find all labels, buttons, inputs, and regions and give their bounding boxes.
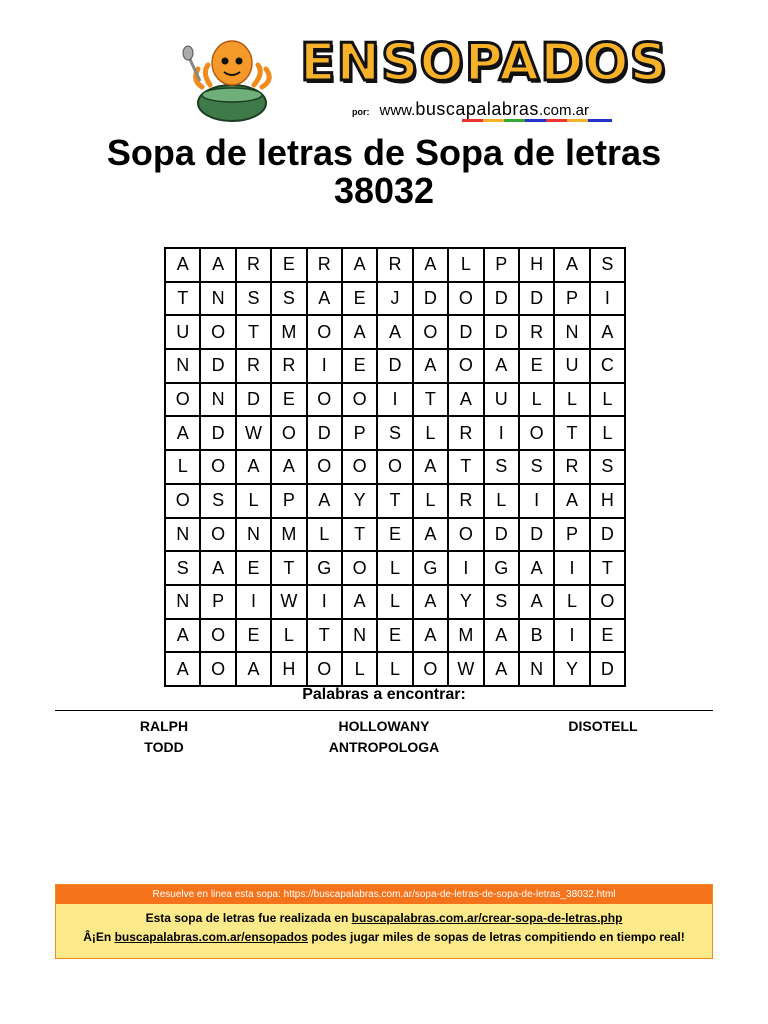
- grid-cell[interactable]: I: [554, 551, 589, 585]
- grid-cell[interactable]: R: [307, 248, 342, 282]
- word-item: HOLLOWANY: [338, 718, 430, 734]
- grid-cell[interactable]: L: [519, 383, 554, 417]
- grid-cell[interactable]: L: [307, 518, 342, 552]
- grid-cell[interactable]: T: [342, 518, 377, 552]
- grid-row: [165, 282, 625, 316]
- grid-cell[interactable]: A: [307, 282, 342, 316]
- grid-cell[interactable]: O: [413, 315, 448, 349]
- grid-cell[interactable]: N: [519, 652, 554, 686]
- grid-cell[interactable]: N: [342, 619, 377, 653]
- grid-cell[interactable]: A: [413, 248, 448, 282]
- grid-cell[interactable]: O: [448, 282, 483, 316]
- grid-cell[interactable]: A: [165, 652, 200, 686]
- grid-cell[interactable]: R: [236, 349, 271, 383]
- grid-cell[interactable]: T: [448, 450, 483, 484]
- grid-cell[interactable]: G: [484, 551, 519, 585]
- grid-cell[interactable]: A: [342, 248, 377, 282]
- grid-cell[interactable]: E: [590, 619, 625, 653]
- grid-cell[interactable]: I: [519, 484, 554, 518]
- grid-cell[interactable]: H: [271, 652, 306, 686]
- word-item: ANTROPOLOGA: [328, 739, 440, 755]
- grid-cell[interactable]: E: [271, 248, 306, 282]
- title-line-1: Sopa de letras de Sopa de letras: [106, 132, 662, 173]
- grid-cell[interactable]: I: [377, 383, 412, 417]
- grid-cell[interactable]: L: [377, 652, 412, 686]
- grid-cell[interactable]: A: [413, 518, 448, 552]
- grid-cell[interactable]: A: [271, 450, 306, 484]
- grid-cell[interactable]: L: [236, 484, 271, 518]
- grid-cell[interactable]: E: [377, 518, 412, 552]
- ensopados-link[interactable]: buscapalabras.com.ar/ensopados: [114, 930, 308, 944]
- grid-cell[interactable]: R: [236, 248, 271, 282]
- grid-cell[interactable]: O: [342, 450, 377, 484]
- grid-cell[interactable]: A: [413, 450, 448, 484]
- grid-cell[interactable]: O: [413, 652, 448, 686]
- grid-cell[interactable]: A: [519, 585, 554, 619]
- grid-cell[interactable]: Y: [342, 484, 377, 518]
- grid-cell[interactable]: A: [519, 551, 554, 585]
- grid-cell[interactable]: A: [554, 248, 589, 282]
- grid-cell[interactable]: S: [484, 450, 519, 484]
- grid-cell[interactable]: O: [200, 652, 235, 686]
- grid-cell[interactable]: O: [200, 315, 235, 349]
- grid-cell[interactable]: A: [342, 585, 377, 619]
- grid-cell[interactable]: D: [448, 315, 483, 349]
- grid-cell[interactable]: N: [165, 349, 200, 383]
- grid-row: [165, 619, 625, 653]
- site-url[interactable]: [352, 99, 589, 120]
- grid-cell[interactable]: N: [200, 282, 235, 316]
- url-main: buscapalabras: [415, 99, 539, 119]
- grid-cell[interactable]: I: [590, 282, 625, 316]
- grid-cell[interactable]: D: [236, 383, 271, 417]
- grid-cell[interactable]: N: [165, 518, 200, 552]
- grid-cell[interactable]: R: [448, 416, 483, 450]
- grid-cell[interactable]: O: [448, 349, 483, 383]
- grid-cell[interactable]: A: [448, 383, 483, 417]
- grid-cell[interactable]: T: [377, 484, 412, 518]
- grid-cell[interactable]: G: [307, 551, 342, 585]
- grid-row: [165, 450, 625, 484]
- grid-row: [165, 484, 625, 518]
- grid-cell[interactable]: O: [307, 652, 342, 686]
- grid-cell[interactable]: L: [590, 416, 625, 450]
- grid-cell[interactable]: D: [519, 282, 554, 316]
- grid-cell[interactable]: R: [554, 450, 589, 484]
- grid-row: [165, 585, 625, 619]
- grid-cell[interactable]: I: [236, 585, 271, 619]
- grid-row: [165, 248, 625, 282]
- grid-cell[interactable]: P: [200, 585, 235, 619]
- grid-cell[interactable]: A: [413, 349, 448, 383]
- footer-line-1: [56, 911, 712, 926]
- divider: [55, 710, 713, 711]
- grid-cell[interactable]: S: [200, 484, 235, 518]
- grid-cell[interactable]: A: [484, 619, 519, 653]
- grid-cell[interactable]: D: [307, 416, 342, 450]
- grid-cell[interactable]: T: [590, 551, 625, 585]
- grid-cell[interactable]: L: [590, 383, 625, 417]
- grid-cell[interactable]: O: [271, 416, 306, 450]
- grid-cell[interactable]: J: [377, 282, 412, 316]
- grid-cell[interactable]: W: [448, 652, 483, 686]
- grid-cell[interactable]: L: [165, 450, 200, 484]
- grid-cell[interactable]: A: [484, 349, 519, 383]
- grid-cell[interactable]: O: [448, 518, 483, 552]
- grid-cell[interactable]: O: [307, 450, 342, 484]
- octopus-mascot-icon: [180, 25, 280, 125]
- grid-cell[interactable]: U: [165, 315, 200, 349]
- grid-cell[interactable]: O: [342, 383, 377, 417]
- grid-cell[interactable]: L: [554, 383, 589, 417]
- grid-cell[interactable]: A: [484, 652, 519, 686]
- title-line-2: 38032: [333, 170, 435, 211]
- grid-cell[interactable]: R: [448, 484, 483, 518]
- grid-cell[interactable]: R: [519, 315, 554, 349]
- grid-cell[interactable]: S: [236, 282, 271, 316]
- grid-cell[interactable]: D: [200, 349, 235, 383]
- grid-cell[interactable]: S: [271, 282, 306, 316]
- url-prefix: www.: [379, 102, 416, 119]
- create-link[interactable]: buscapalabras.com.ar/crear-sopa-de-letras.php: [351, 911, 623, 925]
- grid-cell[interactable]: A: [413, 585, 448, 619]
- grid-cell[interactable]: T: [307, 619, 342, 653]
- grid-cell[interactable]: T: [165, 282, 200, 316]
- grid-row: [165, 383, 625, 417]
- grid-cell[interactable]: B: [519, 619, 554, 653]
- footer-line-2-start: Â¡En: [83, 930, 115, 944]
- grid-cell[interactable]: A: [200, 248, 235, 282]
- grid-cell[interactable]: L: [554, 585, 589, 619]
- grid-cell[interactable]: E: [271, 383, 306, 417]
- grid-cell[interactable]: L: [377, 551, 412, 585]
- grid-cell[interactable]: L: [413, 416, 448, 450]
- grid-cell[interactable]: E: [342, 349, 377, 383]
- footer-line-2: [56, 930, 712, 945]
- grid-cell[interactable]: M: [271, 518, 306, 552]
- grid-cell[interactable]: T: [236, 315, 271, 349]
- grid-cell[interactable]: C: [590, 349, 625, 383]
- grid-cell[interactable]: P: [342, 416, 377, 450]
- grid-cell[interactable]: D: [484, 315, 519, 349]
- grid-cell[interactable]: O: [519, 416, 554, 450]
- grid-cell[interactable]: H: [590, 484, 625, 518]
- grid-cell[interactable]: S: [377, 416, 412, 450]
- grid-cell[interactable]: I: [554, 619, 589, 653]
- grid-cell[interactable]: G: [413, 551, 448, 585]
- words-heading: Palabras a encontrar:: [302, 686, 466, 703]
- footer-line-2-end: podes jugar miles de sopas de letras compitiendo en tiempo real!: [307, 930, 685, 944]
- grid-cell[interactable]: D: [590, 518, 625, 552]
- header: [0, 25, 768, 125]
- grid-cell[interactable]: O: [377, 450, 412, 484]
- letter-grid[interactable]: [164, 247, 626, 687]
- grid-cell[interactable]: R: [377, 248, 412, 282]
- grid-cell[interactable]: O: [165, 484, 200, 518]
- url-color-bar: [462, 119, 612, 122]
- grid-cell[interactable]: R: [271, 349, 306, 383]
- grid-cell[interactable]: A: [165, 248, 200, 282]
- grid-row: [165, 652, 625, 686]
- grid-cell[interactable]: E: [236, 551, 271, 585]
- grid-cell[interactable]: Y: [448, 585, 483, 619]
- grid-cell[interactable]: H: [519, 248, 554, 282]
- brand-wordmark: ENSOPADOS: [300, 33, 669, 93]
- grid-cell[interactable]: N: [165, 585, 200, 619]
- grid-cell[interactable]: D: [590, 652, 625, 686]
- grid-cell[interactable]: S: [484, 585, 519, 619]
- grid-cell[interactable]: I: [307, 585, 342, 619]
- grid-cell[interactable]: A: [342, 315, 377, 349]
- grid-cell[interactable]: A: [554, 484, 589, 518]
- word-item: TODD: [144, 739, 184, 755]
- footer-box: [55, 884, 713, 959]
- url-suffix: .com.ar: [538, 102, 589, 119]
- grid-cell[interactable]: O: [307, 315, 342, 349]
- grid-cell[interactable]: A: [165, 619, 200, 653]
- page-title: [0, 134, 768, 210]
- grid-cell[interactable]: W: [271, 585, 306, 619]
- grid-cell[interactable]: M: [271, 315, 306, 349]
- grid-cell[interactable]: P: [271, 484, 306, 518]
- online-link[interactable]: Resuelve en linea esta sopa: https://buscapalabras.com.ar/sopa-de-letras-de-sopa-de-letras_38032.html: [56, 885, 712, 904]
- grid-cell[interactable]: D: [484, 282, 519, 316]
- footer-line-1-text: Esta sopa de letras fue realizada en: [145, 911, 352, 925]
- grid-cell[interactable]: O: [590, 585, 625, 619]
- grid-cell[interactable]: E: [519, 349, 554, 383]
- grid-cell[interactable]: A: [377, 315, 412, 349]
- grid-cell[interactable]: L: [448, 248, 483, 282]
- word-item: DISOTELL: [568, 718, 638, 734]
- grid-cell[interactable]: E: [342, 282, 377, 316]
- grid-cell[interactable]: O: [165, 383, 200, 417]
- grid-cell[interactable]: A: [236, 652, 271, 686]
- grid-cell[interactable]: O: [200, 450, 235, 484]
- grid-cell[interactable]: S: [519, 450, 554, 484]
- grid-cell[interactable]: P: [554, 282, 589, 316]
- grid-cell[interactable]: A: [590, 315, 625, 349]
- grid-cell[interactable]: W: [236, 416, 271, 450]
- grid-cell[interactable]: D: [484, 518, 519, 552]
- grid-cell[interactable]: D: [519, 518, 554, 552]
- grid-cell[interactable]: O: [200, 518, 235, 552]
- grid-cell[interactable]: O: [342, 551, 377, 585]
- grid-cell[interactable]: D: [413, 282, 448, 316]
- grid-row: [165, 416, 625, 450]
- grid-cell[interactable]: S: [165, 551, 200, 585]
- grid-cell[interactable]: S: [590, 248, 625, 282]
- grid-row: [165, 349, 625, 383]
- grid-cell[interactable]: Y: [554, 652, 589, 686]
- grid-cell[interactable]: N: [554, 315, 589, 349]
- grid-cell[interactable]: T: [271, 551, 306, 585]
- grid-row: [165, 518, 625, 552]
- grid-cell[interactable]: A: [200, 551, 235, 585]
- grid-cell[interactable]: O: [307, 383, 342, 417]
- grid-cell[interactable]: L: [342, 652, 377, 686]
- grid-cell[interactable]: A: [307, 484, 342, 518]
- grid-cell[interactable]: T: [413, 383, 448, 417]
- grid-cell[interactable]: L: [413, 484, 448, 518]
- grid-cell[interactable]: U: [484, 383, 519, 417]
- grid-cell[interactable]: S: [590, 450, 625, 484]
- grid-cell[interactable]: N: [236, 518, 271, 552]
- grid-cell[interactable]: E: [236, 619, 271, 653]
- grid-cell[interactable]: E: [377, 619, 412, 653]
- por-label: por:: [352, 107, 370, 117]
- grid-cell[interactable]: L: [271, 619, 306, 653]
- grid-cell[interactable]: A: [236, 450, 271, 484]
- grid-row: [165, 315, 625, 349]
- grid-cell[interactable]: U: [554, 349, 589, 383]
- grid-cell[interactable]: T: [554, 416, 589, 450]
- grid-cell[interactable]: P: [484, 248, 519, 282]
- grid-cell[interactable]: A: [413, 619, 448, 653]
- grid-cell[interactable]: A: [165, 416, 200, 450]
- grid-cell[interactable]: I: [484, 416, 519, 450]
- grid-cell[interactable]: N: [200, 383, 235, 417]
- grid-cell[interactable]: I: [307, 349, 342, 383]
- grid-row: [165, 551, 625, 585]
- grid-cell[interactable]: I: [448, 551, 483, 585]
- word-item: RALPH: [139, 718, 189, 734]
- grid-cell[interactable]: L: [484, 484, 519, 518]
- grid-cell[interactable]: O: [200, 619, 235, 653]
- grid-cell[interactable]: L: [377, 585, 412, 619]
- grid-cell[interactable]: D: [200, 416, 235, 450]
- ensopados-logo[interactable]: [300, 33, 669, 119]
- grid-cell[interactable]: D: [377, 349, 412, 383]
- grid-cell[interactable]: P: [554, 518, 589, 552]
- grid-cell[interactable]: M: [448, 619, 483, 653]
